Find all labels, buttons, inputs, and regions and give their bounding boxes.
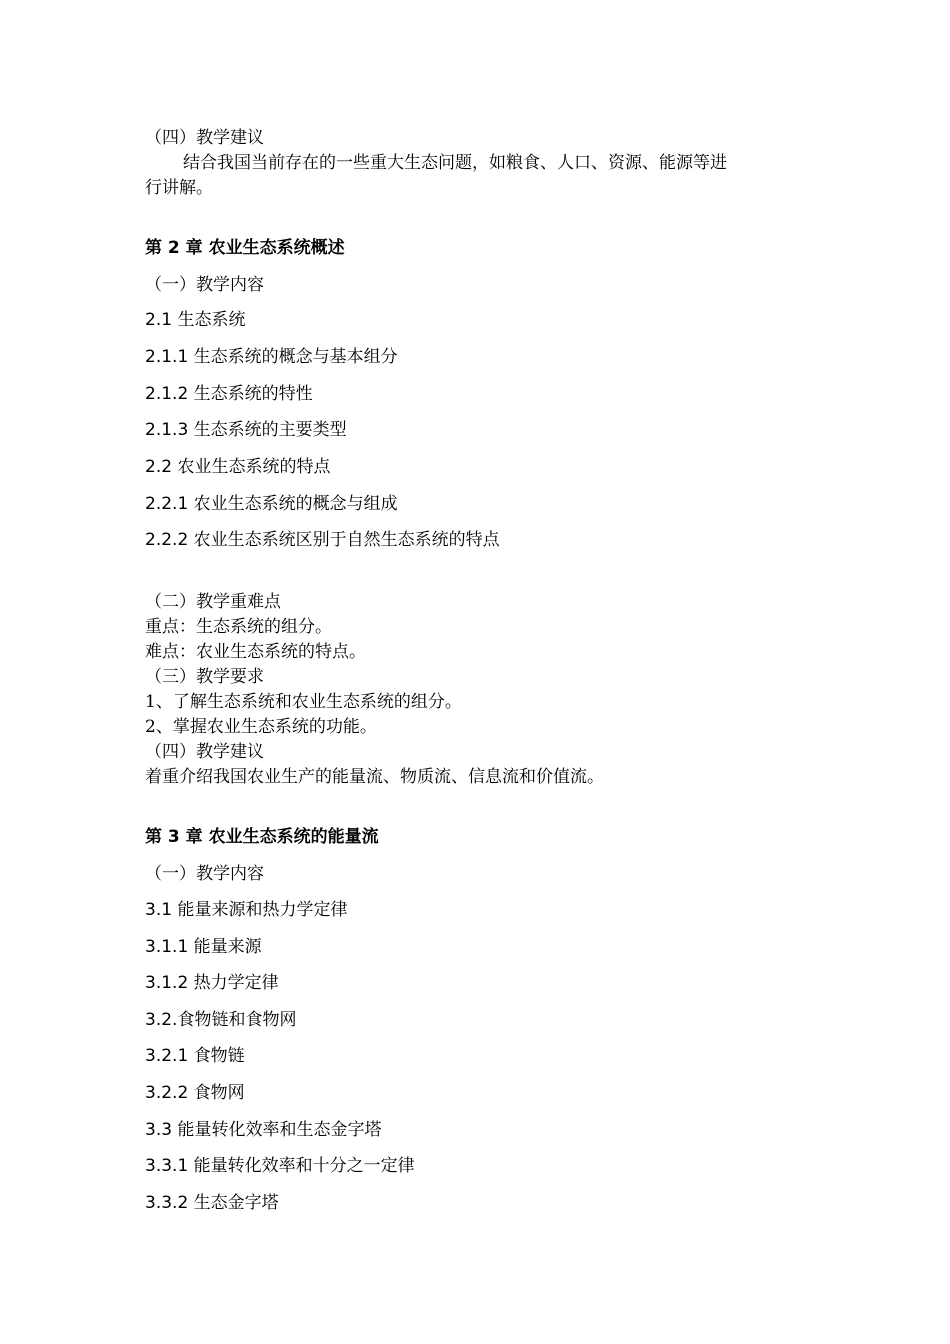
chapter-2-suggestion-text: 着重介绍我国农业生产的能量流、物质流、信息流和价值流。 (145, 767, 604, 787)
chapter-3-item: 3.1 能量来源和热力学定律 (145, 900, 348, 920)
chapter-3-item: 3.3.2 生态金字塔 (145, 1193, 279, 1213)
chapter-2-item: 2.1.1 生态系统的概念与基本组分 (145, 347, 398, 367)
chapter-3-item: 3.3.1 能量转化效率和十分之一定律 (145, 1156, 415, 1176)
chapter-3-title: 第 3 章 农业生态系统的能量流 (145, 827, 379, 847)
chapter-2-item: 2.1 生态系统 (145, 310, 246, 330)
chapter-2-item: 2.1.2 生态系统的特性 (145, 384, 313, 404)
chapter-2-title: 第 2 章 农业生态系统概述 (145, 238, 345, 258)
chapter-3-item: 3.2.2 食物网 (145, 1083, 245, 1103)
chapter-2-key-point: 重点：生态系统的组分。 (145, 617, 332, 637)
chapter-2-item: 2.1.3 生态系统的主要类型 (145, 420, 347, 440)
chapter-2-item: 2.2 农业生态系统的特点 (145, 457, 331, 477)
chapter-3-item: 3.1.2 热力学定律 (145, 973, 279, 993)
chapter-2-requirement-2: 2、掌握农业生态系统的功能。 (145, 717, 377, 737)
teaching-suggestion-text: 结合我国当前存在的一些重大生态问题，如粮食、人口、资源、能源等进 (183, 153, 727, 173)
chapter-2-requirements-heading: （三）教学要求 (145, 667, 264, 687)
chapter-2-suggestion-heading: （四）教学建议 (145, 742, 264, 762)
teaching-suggestion-heading: （四）教学建议 (145, 128, 264, 148)
chapter-3-item: 3.1.1 能量来源 (145, 937, 262, 957)
chapter-2-difficult-point: 难点：农业生态系统的特点。 (145, 642, 366, 662)
chapter-3-item: 3.2.1 食物链 (145, 1046, 245, 1066)
chapter-2-difficulty-heading: （二）教学重难点 (145, 592, 281, 612)
chapter-2-content-heading: （一）教学内容 (145, 275, 264, 295)
chapter-3-item: 3.3 能量转化效率和生态金字塔 (145, 1120, 382, 1140)
chapter-2-item: 2.2.1 农业生态系统的概念与组成 (145, 494, 398, 514)
chapter-3-content-heading: （一）教学内容 (145, 864, 264, 884)
chapter-2-item: 2.2.2 农业生态系统区别于自然生态系统的特点 (145, 530, 500, 550)
teaching-suggestion-text-continued: 行讲解。 (145, 178, 213, 198)
chapter-3-item: 3.2.食物链和食物网 (145, 1010, 297, 1030)
chapter-2-requirement-1: 1、了解生态系统和农业生态系统的组分。 (145, 692, 462, 712)
